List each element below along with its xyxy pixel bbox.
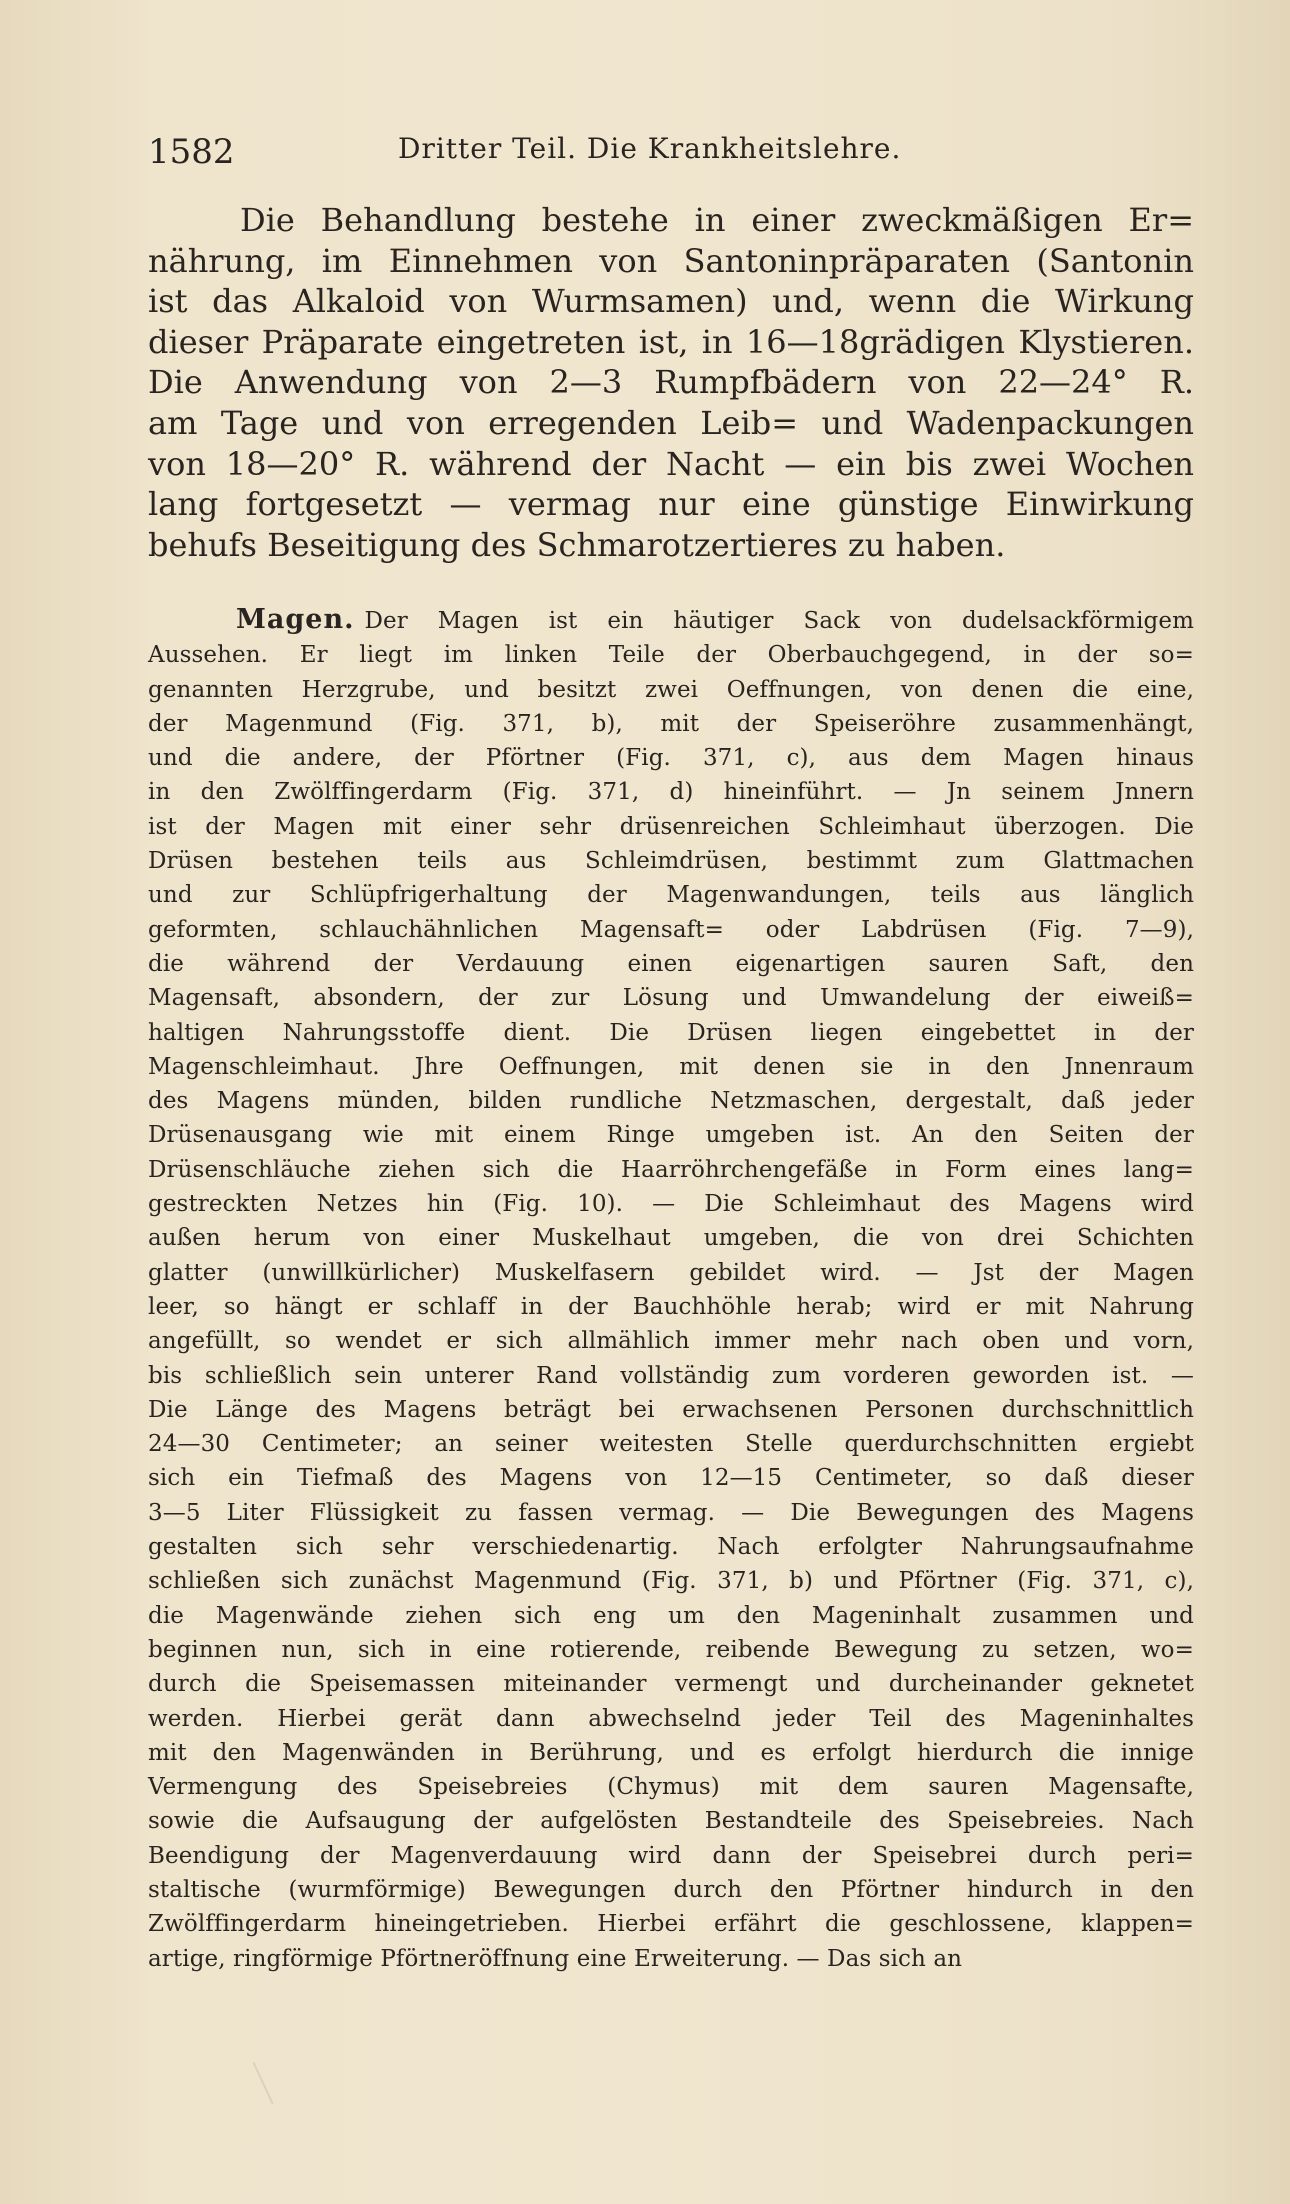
text-line: Aussehen. Er liegt im linken Teile der Oberbauchgegend, in der so= (148, 642, 1194, 669)
text-line: Die Länge des Magens beträgt bei erwachsenen Personen durchschnittlich (148, 1396, 1194, 1423)
page-number: 1582 (148, 132, 235, 172)
paper-mark (252, 2062, 273, 2105)
text-line: gestreckten Netzes hin (Fig. 10). — Die Schleimhaut des Magens wird (148, 1191, 1194, 1218)
text-line: und die andere, der Pförtner (Fig. 371, c), aus dem Magen hinaus (148, 745, 1194, 772)
text-line: genannten Herzgrube, und besitzt zwei Oeffnungen, von denen die eine, (148, 676, 1194, 703)
text-line: Drüsen bestehen teils aus Schleimdrüsen, bestimmt zum Glattmachen (148, 848, 1194, 875)
text-line: bis schließlich sein unterer Rand vollständig zum vorderen geworden ist. — (148, 1362, 1194, 1389)
text-line: beginnen nun, sich in eine rotierende, reibende Bewegung zu setzen, wo= (148, 1636, 1194, 1663)
section-first-line (148, 603, 1194, 638)
text-line: die während der Verdauung einen eigenartigen sauren Saft, den (148, 950, 1194, 977)
text-line: Die Anwendung von 2—3 Rumpfbädern von 22—24° R. (148, 363, 1194, 402)
running-head: Dritter Teil. Die Krankheitslehre. (398, 132, 902, 165)
text-line: gestalten sich sehr verschiedenartig. Nach erfolgter Nahrungsaufnahme (148, 1534, 1194, 1561)
text-line: und zur Schlüpfrigerhaltung der Magenwandungen, teils aus länglich (148, 882, 1194, 909)
text-line: Der Magen ist ein häutiger Sack von dudelsackförmigem (364, 608, 1194, 634)
page-header (148, 126, 1188, 176)
text-line: geformten, schlauchähnlichen Magensaft= oder Labdrüsen (Fig. 7—9), (148, 916, 1194, 943)
text-line: des Magens münden, bilden rundliche Netzmaschen, dergestalt, daß jeder (148, 1088, 1194, 1115)
section-magen (148, 603, 1194, 1976)
text-line: in den Zwölffingerdarm (Fig. 371, d) hineinführt. — Jn seinem Jnnern (148, 779, 1194, 806)
section-headword: Magen. (236, 604, 355, 635)
text-line: nährung, im Einnehmen von Santoninpräparaten (Santonin (148, 241, 1194, 280)
text-line: der Magenmund (Fig. 371, b), mit der Speiseröhre zusammenhängt, (148, 710, 1194, 737)
text-line: Die Behandlung bestehe in einer zweckmäßigen Er= (240, 201, 1194, 239)
text-line: werden. Hierbei gerät dann abwechselnd jeder Teil des Mageninhaltes (148, 1705, 1194, 1732)
text-line: Zwölffingerdarm hineingetrieben. Hierbei erfährt die geschlossene, klappen= (148, 1911, 1194, 1938)
text-line: 24—30 Centimeter; an seiner weitesten Stelle querdurchschnitten ergiebt (148, 1431, 1194, 1458)
text-line: staltische (wurmförmige) Bewegungen durch den Pförtner hindurch in den (148, 1876, 1194, 1903)
text-line: Beendigung der Magenverdauung wird dann der Speisebrei durch peri= (148, 1842, 1194, 1869)
intro-paragraph (148, 200, 1194, 565)
text-line: behufs Beseitigung des Schmarotzertieres zu haben. (148, 525, 1006, 564)
text-line: haltigen Nahrungsstoffe dient. Die Drüsen liegen eingebettet in der (148, 1019, 1194, 1046)
text-line: Magensaft, absondern, der zur Lösung und Umwandelung der eiweiß= (148, 985, 1194, 1012)
text-line: angefüllt, so wendet er sich allmählich immer mehr nach oben und vorn, (148, 1328, 1194, 1355)
text-line: dieser Präparate eingetreten ist, in 16—18grädigen Klystieren. (148, 322, 1194, 361)
text-line: Drüsenausgang wie mit einem Ringe umgeben ist. An den Seiten der (148, 1122, 1194, 1149)
text-line: sowie die Aufsaugung der aufgelösten Bestandteile des Speisebreies. Nach (148, 1808, 1194, 1835)
text-line: Vermengung des Speisebreies (Chymus) mit dem sauren Magensafte, (148, 1774, 1194, 1801)
text-line: leer, so hängt er schlaff in der Bauchhöhle herab; wird er mit Nahrung (148, 1293, 1194, 1320)
text-line: ist das Alkaloid von Wurmsamen) und, wenn die Wirkung (148, 282, 1194, 321)
text-line: artige, ringförmige Pförtneröffnung eine Erweiterung. — Das sich an (148, 1945, 963, 1972)
text-line: Drüsenschläuche ziehen sich die Haarröhrchengefäße in Form eines lang= (148, 1156, 1194, 1183)
text-line: ist der Magen mit einer sehr drüsenreichen Schleimhaut überzogen. Die (148, 813, 1194, 840)
text-line: sich ein Tiefmaß des Magens von 12—15 Centimeter, so daß dieser (148, 1465, 1194, 1492)
text-line: 3—5 Liter Flüssigkeit zu fassen vermag. — Die Bewegungen des Magens (148, 1499, 1194, 1526)
text-line: Magenschleimhaut. Jhre Oeffnungen, mit denen sie in den Jnnenraum (148, 1053, 1194, 1080)
text-line: am Tage und von erregenden Leib= und Wadenpackungen (148, 403, 1194, 442)
text-line: von 18—20° R. während der Nacht — ein bis zwei Wochen (148, 444, 1194, 483)
text-line: durch die Speisemassen miteinander vermengt und durcheinander geknetet (148, 1671, 1194, 1698)
text-line: mit den Magenwänden in Berührung, und es erfolgt hierdurch die innige (148, 1739, 1194, 1766)
text-line: die Magenwände ziehen sich eng um den Mageninhalt zusammen und (148, 1602, 1194, 1629)
text-line: lang fortgesetzt — vermag nur eine günstige Einwirkung (148, 485, 1194, 524)
text-line: schließen sich zunächst Magenmund (Fig. 371, b) und Pförtner (Fig. 371, c), (148, 1568, 1194, 1595)
text-line: glatter (unwillkürlicher) Muskelfasern gebildet wird. — Jst der Magen (148, 1259, 1194, 1286)
text-line: außen herum von einer Muskelhaut umgeben, die von drei Schichten (148, 1225, 1194, 1252)
